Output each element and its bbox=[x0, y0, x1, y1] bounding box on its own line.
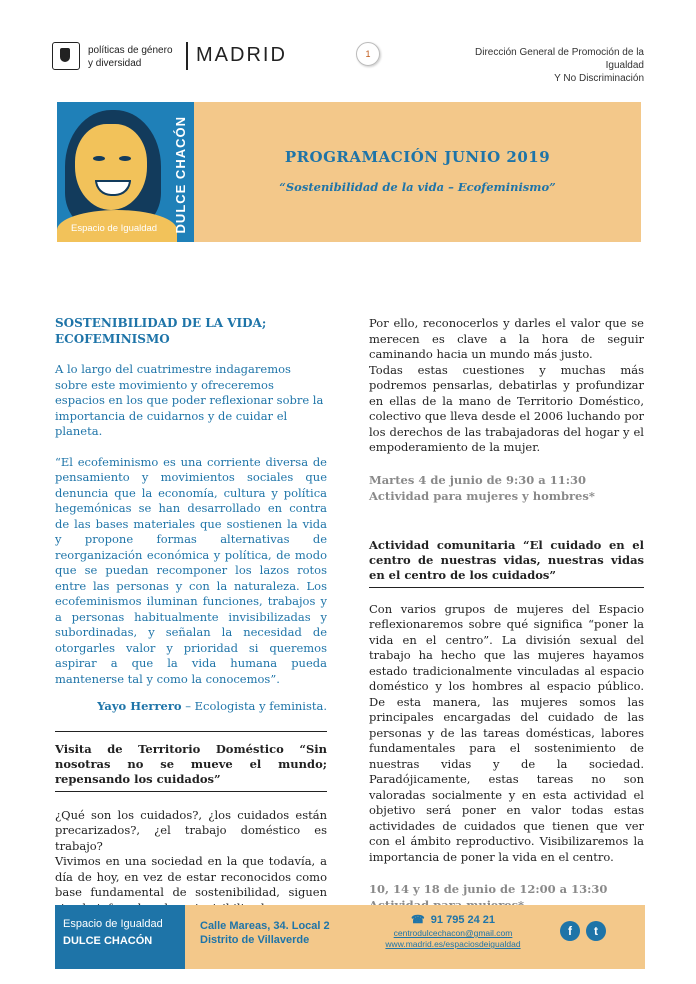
section-heading-line-2: ECOFEMINISMO bbox=[55, 331, 170, 346]
logo-city: MADRID bbox=[196, 44, 287, 66]
quote-attribution bbox=[55, 699, 327, 715]
footer-space-label: Espacio de Igualdad bbox=[63, 918, 163, 930]
right-paragraph-2: Todas estas cuestiones y muchas más podremos pensarlas, debatirlas y profundizar en ellas de la mano de Territorio Doméstico, colectivo que lleva desde el 2006 luchando por los derechos de las trabajadoras del hogar y el empoderamiento de la mujer. bbox=[369, 362, 644, 454]
quote-paragraph: “El ecofeminismo es una corriente diversa de pensamiento y movimientos sociales que denuncia que la economía, cultura y política hegemónicas se han desarrollado en contra de las bases materiales que sostienen la vida y propone formas alternativas de reorganización económica y política, de modo que se puedan recomponer los lazos rotos entre las personas y con la naturaleza. Los ecofeminismos iluminan funciones, trabajos y a personas habitualmente invisibilizadas y subordinadas, y señalan la necesidad de otorgarles valor y prioridad si queremos aspirar a que la vida humana pueda mantenerse tal y como la conocemos”. bbox=[55, 454, 327, 686]
footer-address bbox=[200, 919, 330, 947]
footer-space-name: DULCE CHACÓN bbox=[63, 935, 153, 947]
direction-general bbox=[424, 46, 644, 85]
footer-contact-links bbox=[360, 928, 546, 950]
direction-line-3: Y No Discriminación bbox=[554, 73, 644, 84]
quote-role: – Ecologista y feminista. bbox=[181, 699, 327, 713]
divider-line bbox=[55, 731, 327, 732]
portrait-eye-left bbox=[93, 156, 105, 161]
page-subtitle: “Sostenibilidad de la vida – Ecofeminismo” bbox=[279, 180, 556, 194]
footer-address-line-1: Calle Mareas, 34. Local 2 bbox=[200, 920, 330, 932]
event-date-2: 10, 14 y 18 de junio de 12:00 a 13:30 bbox=[369, 882, 608, 896]
page-number: 1 bbox=[356, 42, 380, 66]
community-heading: Actividad comunitaria “El cuidado en el centro de nuestras vidas, nuestras vidas en el centro de los cuidados” bbox=[369, 537, 644, 582]
event-date-1: Martes 4 de junio de 9:30 a 11:30 bbox=[369, 472, 586, 487]
portrait-name: DULCE CHACÓN bbox=[173, 116, 188, 234]
visit-heading: Visita de Territorio Doméstico “Sin nosotras no se mueve el mundo; repensando los cuidados” bbox=[55, 741, 327, 786]
logo-divider bbox=[186, 42, 188, 70]
right-paragraph-1: Por ello, reconocerlos y darles el valor que se merecen es clave a la hora de seguir caminando hacia un mundo más justo. bbox=[369, 316, 644, 361]
portrait-eye-right bbox=[119, 156, 131, 161]
logo-text bbox=[88, 44, 173, 70]
section-heading-line-1: SOSTENIBILIDAD DE LA VIDA; bbox=[55, 316, 267, 330]
footer-phone bbox=[368, 913, 538, 926]
direction-line-1: Dirección General de Promoción de la bbox=[475, 47, 644, 58]
madrid-logo-icon bbox=[52, 42, 80, 70]
portrait-space-label: Espacio de Igualdad bbox=[71, 223, 158, 234]
logo-line-2: y diversidad bbox=[88, 58, 142, 69]
portrait-face bbox=[75, 124, 147, 210]
website-link[interactable]: www.madrid.es/espaciosdeigualdad bbox=[385, 939, 521, 949]
divider-line bbox=[369, 587, 644, 588]
event-audience-1: Actividad para mujeres y hombres* bbox=[369, 488, 595, 503]
phone-icon: ☎ bbox=[410, 914, 425, 926]
visit-text: Vivimos en una sociedad en la que todavía, a día de hoy, en vez de estar reconocidos como base fundamental de sostenibilidad, siguen bbox=[55, 854, 327, 899]
intro-paragraph: A lo largo del cuatrimestre indagaremos sobre este movimiento y ofreceremos espacios en los que poder reflexionar sobre la importancia de cuidarnos y de cuidar el planeta. bbox=[55, 362, 324, 438]
facebook-icon[interactable]: f bbox=[560, 921, 580, 941]
email-link[interactable]: centrodulcechacon@gmail.com bbox=[393, 928, 513, 938]
footer-phone-number: 91 795 24 21 bbox=[430, 914, 496, 926]
community-text: Con varios grupos de mujeres del Espacio reflexionaremos sobre qué significa “poner la vida en el centro”. La división sexual del trabajo ha hecho que las mujeres hayamos estado tradicionalmente vinculadas al espacio doméstico y los hombres al espacio público. De esta manera, las mujeres somos las principales encargadas del cuidado de las personas y de las tareas domésticas, labores fundamentales para el sostenimiento de nuestras vidas y de la sociedad. Paradójicamente, estas tareas no son valoradas socialmente y en esta actividad el objetivo será poner en valor todas estas actividades de cuidados que tienen que ver con el ámbito reproductivo. Visibilizaremos la importancia de poner la vida en el centro. bbox=[369, 601, 644, 864]
twitter-icon[interactable]: t bbox=[586, 921, 606, 941]
visit-questions: ¿Qué son los cuidados?, ¿los cuidados están precarizados?, ¿el trabajo doméstico es trabajo? bbox=[55, 807, 327, 853]
section-heading bbox=[55, 316, 327, 347]
footer-address-line-2: Distrito de Villaverde bbox=[200, 934, 310, 946]
right-column bbox=[369, 316, 644, 913]
banner-background bbox=[194, 102, 641, 242]
page-title: PROGRAMACIÓN JUNIO 2019 bbox=[284, 148, 551, 166]
dulce-chacon-portrait bbox=[57, 102, 194, 242]
direction-line-2: Igualdad bbox=[605, 60, 644, 71]
divider-line bbox=[55, 791, 327, 792]
quote-author: Yayo Herrero bbox=[97, 699, 182, 713]
left-column bbox=[55, 316, 327, 916]
logo-line-1: políticas de género bbox=[88, 45, 173, 56]
